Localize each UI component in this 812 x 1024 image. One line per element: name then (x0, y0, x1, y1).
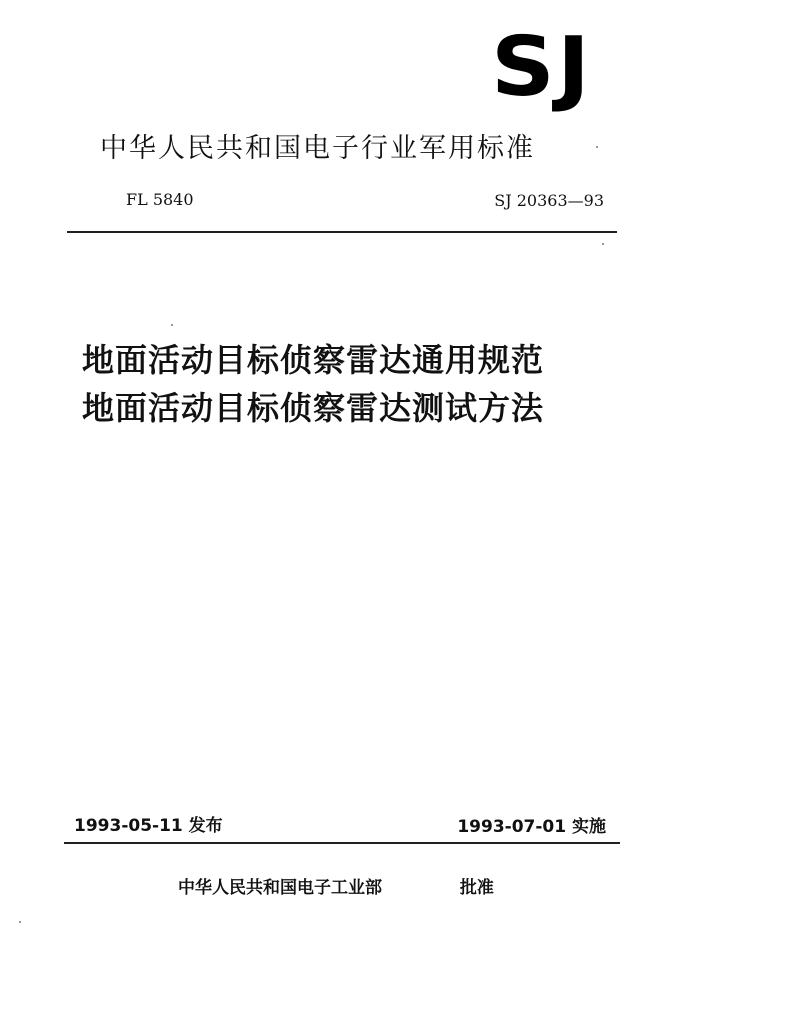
release-date: 1993-05-11 发布 (74, 816, 223, 836)
header-divider (67, 231, 617, 233)
issuing-authority: 中华人民共和国电子工业部 (178, 878, 382, 898)
header-title: 中华人民共和国电子行业军用标准 (100, 133, 535, 164)
main-title-line-2: 地面活动目标侦察雷达测试方法 (82, 389, 545, 427)
classification-code: FL 5840 (126, 190, 194, 209)
scan-speck (171, 324, 173, 326)
main-title-line-1: 地面活动目标侦察雷达通用规范 (82, 341, 545, 379)
effective-date: 1993-07-01 实施 (457, 817, 606, 837)
issuer-line (178, 876, 508, 900)
scan-speck (602, 243, 604, 245)
approval-label: 批准 (459, 878, 494, 898)
footer-divider (64, 842, 620, 844)
scan-speck (19, 921, 21, 923)
standard-logo: SJ (491, 20, 593, 115)
standard-number: SJ 20363—93 (494, 191, 604, 210)
scan-speck (596, 146, 598, 148)
